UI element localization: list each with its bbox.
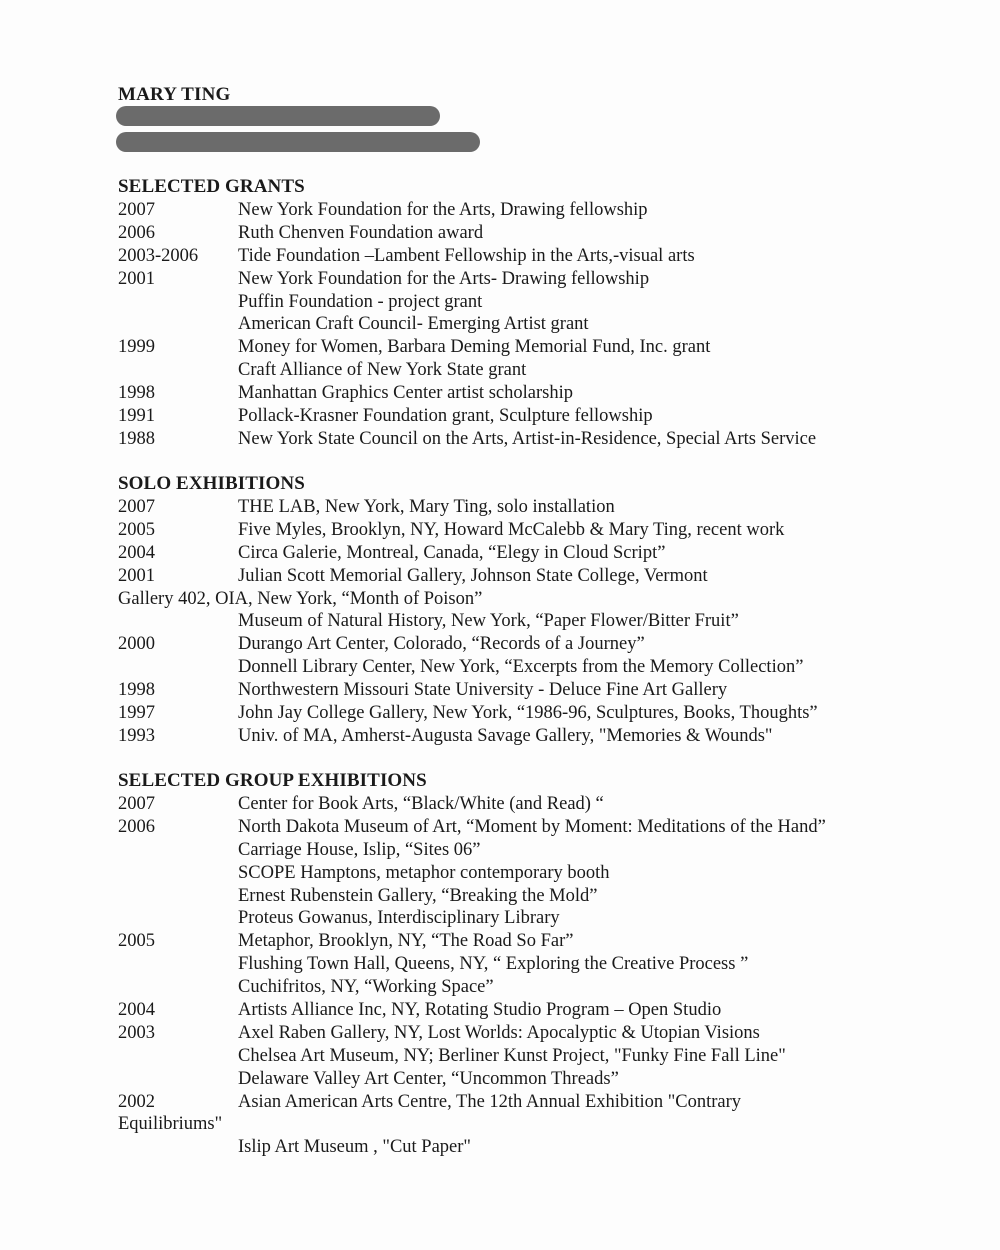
entry-text: Tide Foundation –Lambent Fellowship in the Arts,-visual arts — [238, 245, 695, 266]
entry-text: Durango Art Center, Colorado, “Records of a Journey” — [238, 634, 645, 655]
group-entry — [118, 1113, 978, 1136]
entry-text: Puffin Foundation - project grant — [238, 291, 483, 312]
grants-heading: SELECTED GRANTS — [118, 176, 305, 197]
group-entry — [118, 885, 978, 908]
entry-text: Islip Art Museum , "Cut Paper" — [238, 1137, 471, 1158]
entry-year: 1998 — [118, 680, 155, 701]
group-entry — [118, 999, 978, 1022]
entry-year: 2007 — [118, 497, 155, 517]
group-entry — [118, 816, 978, 839]
group-entry — [118, 1091, 978, 1114]
entry-year: 1991 — [118, 406, 155, 427]
entry-year: 2007 — [118, 200, 155, 220]
solo-entry — [118, 519, 978, 542]
entry-text: Proteus Gowanus, Interdisciplinary Library — [238, 908, 560, 929]
grants-entry — [118, 405, 978, 428]
entry-text: Flushing Town Hall, Queens, NY, “ Exploring the Creative Process ” — [238, 954, 749, 975]
entry-text: Carriage House, Islip, “Sites 06” — [238, 839, 481, 860]
entry-text: THE LAB, New York, Mary Ting, solo installation — [238, 497, 615, 517]
grants-entry — [118, 382, 978, 405]
group-entry — [118, 1136, 978, 1159]
solo-entry — [118, 588, 978, 611]
entry-year: 2002 — [118, 1091, 155, 1112]
entry-text: Artists Alliance Inc, NY, Rotating Studio Program – Open Studio — [238, 1000, 722, 1021]
entry-text: Chelsea Art Museum, NY; Berliner Kunst Project, "Funky Fine Fall Line" — [238, 1045, 786, 1066]
entry-text: Ernest Rubenstein Gallery, “Breaking the Mold” — [238, 885, 598, 906]
entry-year: 1997 — [118, 703, 155, 724]
entry-text: Cuchifritos, NY, “Working Space” — [238, 977, 494, 998]
grants-entry — [118, 199, 978, 222]
group-entry — [118, 930, 978, 953]
grants-list — [118, 199, 978, 451]
grants-entry — [118, 336, 978, 359]
entry-year: 2001 — [118, 268, 155, 289]
solo-entry — [118, 610, 978, 633]
group-entry — [118, 1022, 978, 1045]
entry-year: 2003-2006 — [118, 245, 199, 266]
entry-year: 2005 — [118, 519, 155, 540]
entry-year: 2006 — [118, 816, 155, 837]
solo-entry — [118, 542, 978, 565]
entry-text: Axel Raben Gallery, NY, Lost Worlds: Apocalyptic & Utopian Visions — [238, 1022, 760, 1043]
group-entry — [118, 976, 978, 999]
entry-text: Ruth Chenven Foundation award — [238, 222, 484, 243]
redacted-contact-line — [116, 132, 480, 152]
entry-text: New York State Council on the Arts, Artist-in-Residence, Special Arts Service — [238, 428, 817, 449]
entry-year: 2004 — [118, 542, 155, 563]
entry-text: Craft Alliance of New York State grant — [238, 360, 527, 381]
group-entry — [118, 953, 978, 976]
group-entry — [118, 862, 978, 885]
entry-year: 2000 — [118, 634, 155, 655]
entry-year: 2004 — [118, 1000, 155, 1021]
entry-text: Five Myles, Brooklyn, NY, Howard McCalebb & Mary Ting, recent work — [238, 519, 785, 540]
entry-text: Equilibriums" — [118, 1114, 223, 1135]
grants-entry — [118, 245, 978, 268]
grants-entry — [118, 359, 978, 382]
group-entry — [118, 1068, 978, 1091]
entry-text: Donnell Library Center, New York, “Excerpts from the Memory Collection” — [238, 657, 804, 678]
grants-entry — [118, 428, 978, 451]
solo-entry — [118, 565, 978, 588]
solo-entry — [118, 702, 978, 725]
entry-year: 1988 — [118, 428, 155, 449]
entry-text: North Dakota Museum of Art, “Moment by Moment: Meditations of the Hand” — [238, 816, 826, 837]
solo-entry — [118, 633, 978, 656]
solo-exhibitions-list — [118, 496, 978, 748]
entry-year: 2001 — [118, 565, 155, 586]
grants-entry — [118, 291, 978, 314]
group-exhibitions-list — [118, 793, 978, 1159]
entry-text: Delaware Valley Art Center, “Uncommon Threads” — [238, 1068, 619, 1089]
entry-year: 2003 — [118, 1022, 155, 1043]
solo-entry — [118, 656, 978, 679]
entry-text: Manhattan Graphics Center artist scholarship — [238, 383, 573, 404]
entry-text: New York Foundation for the Arts, Drawing fellowship — [238, 200, 648, 220]
grants-entry — [118, 313, 978, 336]
group-entry — [118, 1045, 978, 1068]
entry-text: Money for Women, Barbara Deming Memorial Fund, Inc. grant — [238, 337, 711, 358]
group-entry — [118, 839, 978, 862]
entry-text: John Jay College Gallery, New York, “1986-96, Sculptures, Books, Thoughts” — [238, 703, 818, 724]
entry-year: 2006 — [118, 222, 155, 243]
entry-text: Gallery 402, OIA, New York, “Month of Poison” — [118, 588, 483, 609]
entry-year: 2007 — [118, 794, 155, 814]
entry-year: 1999 — [118, 337, 155, 358]
entry-text: Museum of Natural History, New York, “Paper Flower/Bitter Fruit” — [238, 611, 739, 632]
entry-text: Univ. of MA, Amherst-Augusta Savage Gallery, "Memories & Wounds" — [238, 725, 773, 746]
entry-text: American Craft Council- Emerging Artist grant — [238, 314, 589, 335]
group-entry — [118, 793, 978, 816]
entry-year: 1998 — [118, 383, 155, 404]
entry-text: Circa Galerie, Montreal, Canada, “Elegy in Cloud Script” — [238, 542, 666, 563]
solo-entry — [118, 725, 978, 748]
entry-text: Pollack-Krasner Foundation grant, Sculpture fellowship — [238, 406, 653, 427]
entry-year: 2005 — [118, 931, 155, 952]
entry-text: Julian Scott Memorial Gallery, Johnson State College, Vermont — [238, 565, 708, 586]
artist-name: MARY TING — [118, 84, 231, 105]
entry-text: Center for Book Arts, “Black/White (and Read) “ — [238, 794, 604, 814]
entry-text: Northwestern Missouri State University - Deluce Fine Art Gallery — [238, 680, 728, 701]
redacted-address-line — [116, 106, 440, 126]
entry-text: New York Foundation for the Arts- Drawing fellowship — [238, 268, 650, 289]
entry-text: Asian American Arts Centre, The 12th Annual Exhibition "Contrary — [238, 1091, 742, 1112]
entry-text: Metaphor, Brooklyn, NY, “The Road So Far” — [238, 931, 574, 952]
grants-entry — [118, 268, 978, 291]
solo-entry — [118, 679, 978, 702]
entry-year: 1993 — [118, 725, 155, 746]
group-exhibitions-heading: SELECTED GROUP EXHIBITIONS — [118, 770, 427, 791]
solo-entry — [118, 496, 978, 519]
entry-text: SCOPE Hamptons, metaphor contemporary booth — [238, 862, 610, 883]
solo-exhibitions-heading: SOLO EXHIBITIONS — [118, 473, 305, 494]
grants-entry — [118, 222, 978, 245]
group-entry — [118, 907, 978, 930]
